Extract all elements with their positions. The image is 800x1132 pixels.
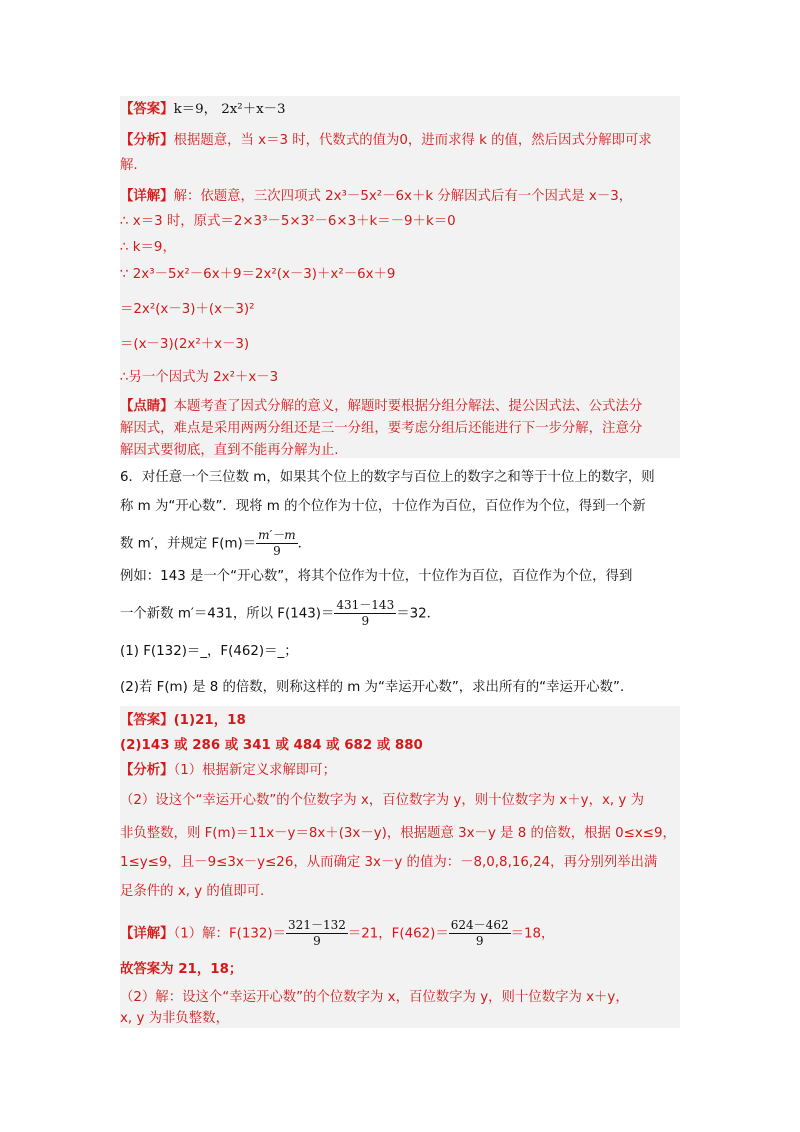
q6-answer-label: 【答案】 bbox=[120, 713, 174, 728]
q6-detail-text-c: ＝18， bbox=[510, 926, 555, 942]
analysis-label: 【分析】 bbox=[120, 133, 174, 148]
question-6-line-2: 称 m 为“开心数”．现将 m 的个位作为十位，十位作为百位，百位作为个位，得到一个新 bbox=[120, 499, 646, 514]
q6-analysis-text-1: （1）根据新定义求解即可； bbox=[173, 763, 337, 778]
q6-answer-1: (1)21，18 bbox=[173, 713, 246, 728]
detail-line-6: ＝(x－3)(2x²＋x－3) bbox=[120, 337, 250, 352]
q6-analysis-label: 【分析】 bbox=[120, 763, 174, 778]
q6-line3-text-a: 数 m′，并规定 F(m)＝ bbox=[120, 536, 257, 552]
comment-text-1: 本题考查了因式分解的意义，解题时要根据分组分解法、提公因式法、公式法分 bbox=[173, 399, 643, 414]
comment-line-2: 解因式，难点是采用两两分组还是三一分组，要考虑分组后还能进行下一步分解，注意分 bbox=[120, 421, 643, 436]
q6-detail-line-4: x, y 为非负整数， bbox=[120, 1011, 229, 1026]
q6-analysis-line-4: 1≤y≤9，且－9≤3x－y≤26，从而确定 3x－y 的值为：－8,0,8,16,24，再分别列举出满 bbox=[120, 855, 658, 870]
q6-analysis-line-2: （2）设这个“幸运开心数”的个位数字为 x，百位数字为 y，则十位数字为 x＋y，x, y 为 bbox=[120, 793, 644, 808]
q6-analysis-line-3: 非负整数，则 F(m)＝11x－y＝8x＋(3x－y)，根据题意 3x－y 是 8 的倍数，根据 0≤x≤9， bbox=[120, 826, 676, 841]
comment-line-3: 解因式要彻底，直到不能再分解为止. bbox=[120, 443, 339, 458]
question-6-line-1: 6．对任意一个三位数 m，如果其个位上的数字与百位上的数字之和等于十位上的数字，则 bbox=[120, 470, 655, 485]
f-143-numerator: 431－143 bbox=[336, 598, 395, 612]
detail-label: 【详解】 bbox=[120, 189, 174, 204]
answer-label: 【答案】 bbox=[120, 102, 174, 117]
q6-line5-text-b: ＝32． bbox=[396, 606, 441, 622]
f-132-denominator: 9 bbox=[313, 934, 321, 948]
q6-analysis-line-1 bbox=[120, 761, 680, 781]
question-6-example-line: 例如：143 是一个“开心数”，将其个位作为十位，十位作为百位，百位作为个位，得到 bbox=[120, 569, 633, 584]
q6-answer-line-1 bbox=[120, 711, 680, 731]
f-m-denominator: 9 bbox=[273, 544, 281, 558]
question-6-part-2: (2)若 F(m) 是 8 的倍数，则称这样的 m 为“幸运开心数”，求出所有的“幸运开心数”． bbox=[120, 680, 634, 695]
q6-line3-text-b: ． bbox=[297, 536, 312, 552]
f-132-numerator: 321－132 bbox=[288, 918, 346, 932]
detail-text-1: 解：依题意，三次四项式 2x³－5x²－6x＋k 分解因式后有一个因式是 x－3， bbox=[173, 189, 633, 204]
f-132-fraction bbox=[286, 918, 348, 949]
answer-text: k＝9， 2x²＋x－3 bbox=[173, 102, 286, 117]
q6-detail-text-a: （1）解：F(132)＝ bbox=[173, 926, 287, 942]
analysis-line-2: 解. bbox=[120, 158, 138, 173]
f-462-denominator: 9 bbox=[475, 934, 484, 948]
q6-detail-text-b: ＝21，F(462)＝ bbox=[347, 926, 449, 942]
f-462-fraction bbox=[449, 918, 511, 949]
question-6-line-3 bbox=[120, 528, 680, 559]
q6-detail-label: 【详解】 bbox=[120, 926, 174, 942]
analysis-line-1 bbox=[120, 131, 680, 151]
q6-answer-line-2: (2)143 或 286 或 341 或 484 或 682 或 880 bbox=[120, 738, 423, 753]
question-6-line-5 bbox=[120, 598, 680, 629]
q6-line5-text-a: 一个新数 m′＝431，所以 F(143)＝ bbox=[120, 606, 335, 622]
detail-line-7: ∴另一个因式为 2x²＋x－3 bbox=[120, 370, 279, 385]
f-m-numerator: m′－m bbox=[258, 528, 296, 542]
detail-line-3: ∴ k＝9， bbox=[120, 240, 176, 255]
answer-line bbox=[120, 100, 680, 120]
f-462-numerator: 624－462 bbox=[450, 918, 509, 932]
detail-line-5: ＝2x²(x－3)＋(x－3)² bbox=[120, 302, 255, 317]
q6-detail-line-2: 故答案为 21，18； bbox=[120, 962, 243, 977]
f-143-denominator: 9 bbox=[361, 614, 370, 628]
q6-detail-line-3: （2）解：设这个“幸运开心数”的个位数字为 x，百位数字为 y，则十位数字为 x＋y， bbox=[120, 990, 629, 1005]
detail-line-4: ∵ 2x³－5x²－6x＋9＝2x²(x－3)＋x²－6x＋9 bbox=[120, 267, 396, 282]
f-143-fraction bbox=[334, 598, 396, 629]
detail-line-2: ∴ x＝3 时，原式＝2×3³－5×3²－6×3＋k＝－9＋k＝0 bbox=[120, 214, 456, 229]
comment-line-1 bbox=[120, 397, 680, 417]
q6-analysis-line-5: 足条件的 x, y 的值即可. bbox=[120, 884, 265, 899]
detail-line-1 bbox=[120, 187, 680, 207]
analysis-text-1: 根据题意，当 x＝3 时，代数式的值为0，进而求得 k 的值，然后因式分解即可求 bbox=[173, 133, 652, 148]
question-6-part-1: (1) F(132)＝_，F(462)＝_； bbox=[120, 644, 298, 659]
q6-detail-line-1 bbox=[120, 918, 680, 949]
comment-label: 【点睛】 bbox=[120, 399, 174, 414]
f-m-fraction bbox=[256, 528, 297, 559]
